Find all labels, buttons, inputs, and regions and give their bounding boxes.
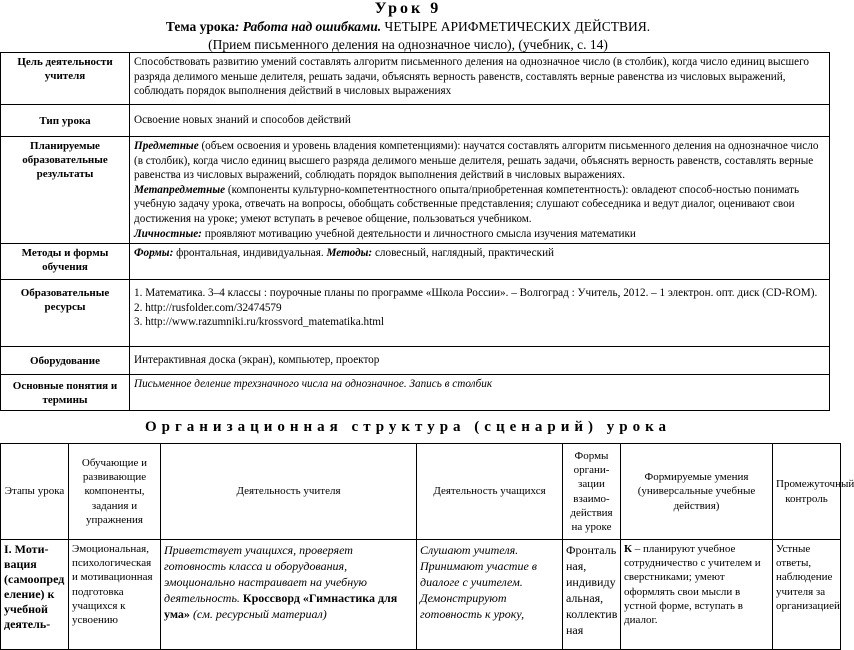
teacher-bold: Кроссворд «Гимнастика для ума» — [164, 591, 398, 621]
structure-row-motivation — [1, 540, 841, 650]
meta-text: (компоненты культурно-компетентностного опыта/приобретенная компетентность): овладеют способ-ностью понимать учебную задачу урока, отвечать на вопросы, обобщать собственные представления; слушают собеседника и ведут диалог, оценивают свои достижения на уроке; умеют вступать в речевое общение, пользоваться учебником. — [134, 183, 800, 225]
topic-colon: : — [234, 19, 243, 34]
row-label: Основные понятия и термины — [1, 375, 130, 411]
students-cell: Слушают учителя. Принимают участие в диалоге с учителем. Демонстрируют готовность к уроку, — [417, 540, 563, 650]
methods-text: словесный, наглядный, практический — [372, 247, 555, 260]
row-value — [130, 280, 830, 347]
row-label: Планируемые образовательные результаты — [1, 137, 130, 244]
row-label: Оборудование — [1, 347, 130, 375]
col-header-teacher: Деятельность учителя — [161, 444, 417, 540]
forms-cell: Фронталь ная, индивиду альная, коллектив ная — [563, 540, 621, 650]
skills-label: К — [624, 543, 632, 555]
row-label: Образовательные ресурсы — [1, 280, 130, 347]
info-row-terms — [1, 375, 830, 411]
skills-cell — [621, 540, 773, 650]
forms-text: фронтальная, индивидуальная. — [173, 247, 327, 260]
row-value: Интерактивная доска (экран), компьютер, проектор — [130, 347, 830, 375]
stage-cell: I. Моти-вация (самоопред еление) к учебной деятель- — [1, 540, 69, 650]
control-cell: Устные ответы, наблюдение учителя за организацией — [773, 540, 841, 650]
row-value: Способствовать развитию умений составлять алгоритм письменного деления на однозначное число (в столбик), когда число единиц высшего разряда делимого меньше делителя, решать задачи, объяснять верность равенств, составлять верные равенства из числовых выражений, соблюдать порядок выполнения действий в числовых выражениях — [130, 53, 830, 105]
subject-label: Предметные — [134, 140, 199, 152]
meta-label: Метапредметные — [134, 183, 226, 196]
row-label: Методы и формы обучения — [1, 244, 130, 280]
row-value — [130, 244, 830, 280]
structure-header-row — [1, 444, 841, 540]
col-header-stages: Этапы урока — [1, 444, 69, 540]
info-row-goal — [1, 53, 830, 105]
info-row-equipment — [1, 347, 830, 375]
teacher-tail: (см. ресурсный материал) — [189, 607, 327, 621]
info-row-type — [1, 105, 830, 137]
methods-label: Методы: — [326, 247, 373, 260]
teacher-text: Приветствует учащихся, проверяет готовность класса и оборудования, эмоционально настраивает на учебную деятельность. — [164, 543, 367, 605]
components-cell: Эмоциональная, психологическая и мотивационная подготовка учащихся к усвоению — [69, 540, 161, 650]
row-value: Письменное деление трехзначного числа на однозначное. Запись в столбик — [130, 375, 830, 411]
topic-italic: Работа над ошибками. — [242, 19, 382, 34]
resource-3[interactable]: 3. http://www.razumniki.ru/krossvord_matematika.html — [134, 316, 385, 329]
col-header-components: Обучающие и развивающие компоненты, задания и упражнения — [69, 444, 161, 540]
row-value: Освоение новых знаний и способов действий — [130, 105, 830, 137]
row-label: Тип урока — [1, 105, 130, 137]
org-structure-title: Организационная структура (сценарий) урока — [144, 419, 672, 435]
resource-2[interactable]: 2. http://rusfolder.com/32474579 — [134, 301, 282, 314]
info-row-resources — [1, 280, 830, 347]
lesson-subtitle: (Прием письменного деления на однозначное число), (учебник, с. 14) — [208, 37, 608, 52]
topic-prefix: Тема урока — [165, 19, 235, 34]
resource-1: 1. Математика. 3–4 классы : поурочные планы по программе «Школа России». – Волгоград : Учитель, 2012. – 1 электрон. опт. диск (CD-ROM). — [134, 287, 818, 300]
personal-text: проявляют мотивацию учебной деятельности и личностного смысла изучения математики — [201, 227, 636, 240]
row-label: Цель деятельности учителя — [1, 53, 130, 105]
forms-label: Формы: — [134, 247, 174, 260]
lesson-info-table — [0, 52, 830, 411]
skills-text: – планируют учебное сотрудничество с учителем и сверстниками; умеют оформлять свои мысли в устной форме, вступать в диалог. — [624, 543, 761, 627]
lesson-topic — [0, 19, 816, 35]
subject-text: (объем освоения и уровень владения компетенциями): научатся составлять алгоритм письменного деления на однозначное число (в столбик), когда число единиц высшего разряда делимого меньше делителя, решать задачи, объяснять верность равенств, составлять верные равенства из числовых выражений, соблюдать порядок выполнения действий в числовых выражениях. — [134, 140, 819, 182]
lesson-title: Урок 9 — [374, 0, 442, 17]
col-header-skills: Формируемые умения (универсальные учебные действия) — [621, 444, 773, 540]
lesson-structure-table — [0, 443, 854, 650]
col-header-forms: Формы органи-зации взаимо-действия на уроке — [563, 444, 621, 540]
info-row-methods — [1, 244, 830, 280]
row-value — [130, 137, 830, 244]
teacher-cell — [161, 540, 417, 650]
info-row-results — [1, 137, 830, 244]
col-header-students: Деятельность учащихся — [417, 444, 563, 540]
col-header-control: Промежуточный контроль — [773, 444, 841, 540]
topic-caps: ЧЕТЫРЕ АРИФМЕТИЧЕСКИХ ДЕЙСТВИЯ. — [381, 19, 651, 34]
personal-label: Личностные: — [134, 227, 202, 240]
